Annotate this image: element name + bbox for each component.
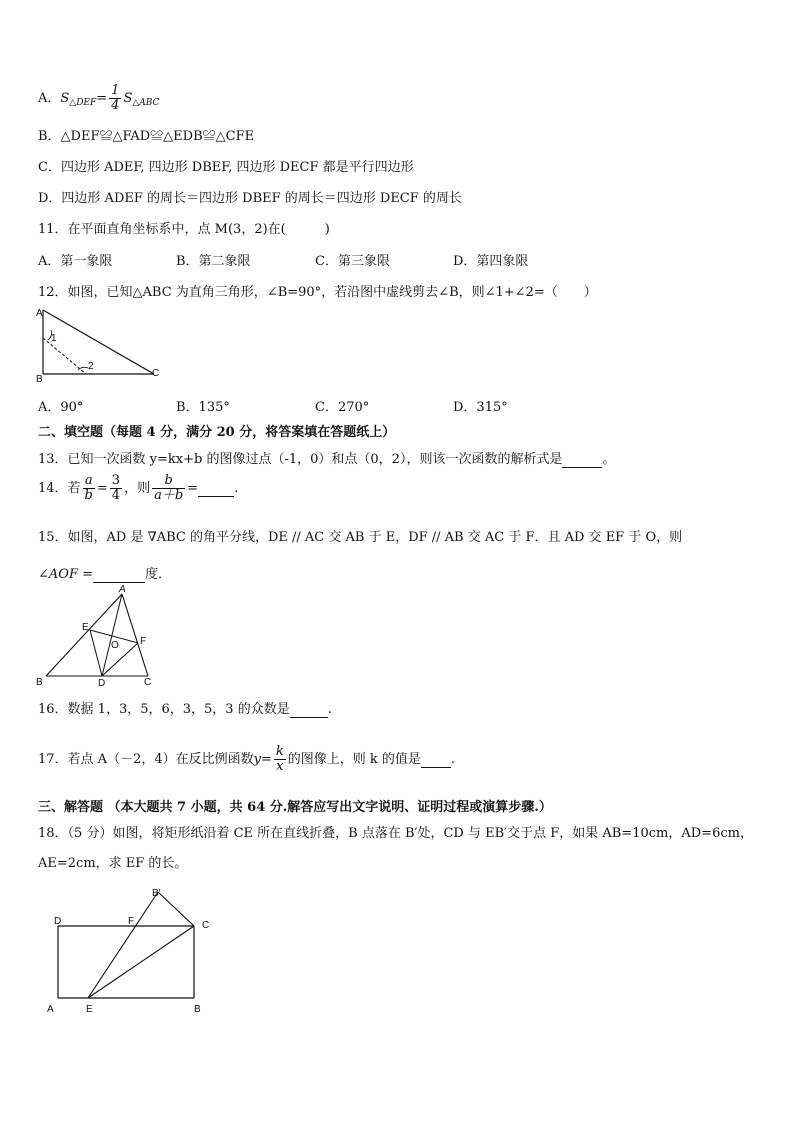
- equals-sign: =: [96, 481, 108, 496]
- q11-stem: 11．在平面直角坐标系中，点 M(3，2)在( ): [38, 222, 330, 237]
- denominator: x: [276, 759, 284, 774]
- q17-tail: .: [450, 752, 456, 767]
- equals-sign: =: [260, 752, 272, 767]
- fraction-one-quarter: [109, 84, 121, 113]
- q15-angle: ∠AOF =: [38, 567, 93, 582]
- vertex-label-d: D: [54, 916, 62, 927]
- q15-line2: [38, 563, 171, 583]
- denominator: a＋b: [154, 488, 184, 503]
- vertex-label-f: F: [128, 916, 135, 927]
- vertex-label-b: B: [194, 1004, 201, 1015]
- numerator: 1: [111, 83, 120, 98]
- q14-mid: ，则: [124, 481, 151, 496]
- q15-line1: 15．如图，AD 是 ∇ABC 的角平分线，DE // AC 交 AB 于 E，DF // AB 交 AC 于 F．且 AD 交 EF 于 O，则: [38, 530, 683, 545]
- vertex-label-e: E: [86, 1004, 93, 1015]
- answer-blank: [421, 752, 451, 768]
- q18-line1: 18．（5 分）如图，将矩形纸沿着 CE 所在直线折叠，B 点落在 B′处，CD 与 EB′交于点 F，如果 AB=10cm，AD=6cm，: [38, 826, 753, 841]
- q11-option-a: A．第一象限: [38, 254, 113, 269]
- q12-figure: [34, 306, 164, 386]
- fraction-b-over-a-plus-b: [152, 474, 185, 503]
- answer-blank: [93, 567, 145, 583]
- section2-heading: 二、填空题（每题 4 分，满分 20 分，将答案填在答题纸上）: [38, 425, 396, 440]
- q10-option-b: B．△DEF≌△FAD≌△EDB≌△CFE: [38, 129, 255, 144]
- answer-blank: [562, 452, 602, 468]
- numerator: 3: [111, 473, 121, 488]
- vertex-label-c: C: [152, 368, 160, 379]
- q17-post: 的图像上，则 k 的值是: [287, 752, 421, 767]
- option-label: A．: [38, 91, 61, 106]
- equals-sign: =: [187, 481, 199, 496]
- angle-label-2: 2: [88, 361, 94, 372]
- vertex-label-c: C: [202, 920, 210, 931]
- denominator: 4: [111, 98, 120, 113]
- q11-option-b: B．第二象限: [176, 254, 251, 269]
- q13-text: 13．已知一次函数 y=kx+b 的图像过点（-1，0）和点（0，2），则该一次函数的解析式是: [38, 452, 563, 467]
- q16-tail: .: [327, 702, 332, 717]
- q16-text: 16．数据 1，3，5，6，3，5，3 的众数是: [38, 702, 290, 717]
- vertex-label-e: E: [82, 622, 89, 633]
- q13-tail: 。: [602, 452, 616, 467]
- numerator: k: [275, 744, 284, 759]
- vertex-label-o: O: [111, 640, 119, 651]
- section3-heading: 三、解答题 （本大题共 7 小题，共 64 分.解答应写出文字说明、证明过程或演算步骤.）: [38, 800, 552, 815]
- q15-figure: [36, 586, 166, 690]
- vertex-label-b: B: [36, 677, 43, 688]
- q17-pre: 17．若点 A（－2，4）在反比例函数: [38, 752, 254, 767]
- answer-blank: [198, 481, 234, 497]
- q15-tail: 度．: [144, 567, 171, 582]
- q10-option-d: D．四边形 ADEF 的周长＝四边形 DBEF 的周长＝四边形 DECF 的周长: [38, 191, 462, 206]
- fraction-k-over-x: [274, 745, 286, 774]
- q18-figure: [46, 880, 216, 1020]
- vertex-label-b-prime: B′: [152, 888, 161, 899]
- q12-option-c: C．270°: [315, 400, 370, 415]
- q13: [38, 448, 615, 468]
- q14-tail: .: [234, 481, 239, 496]
- q11-option-d: D．第四象限: [453, 254, 529, 269]
- q10-option-c: C．四边形 ADEF, 四边形 DBEF, 四边形 DECF 都是平行四边形: [38, 160, 414, 175]
- denominator: b: [84, 488, 93, 503]
- q16: [38, 698, 332, 718]
- vertex-label-c: C: [144, 677, 152, 688]
- angle-label-1: 1: [51, 333, 57, 344]
- vertex-label-a: A: [119, 584, 126, 595]
- area-subscript: △ABC: [132, 98, 160, 108]
- q11-option-c: C．第三象限: [315, 254, 390, 269]
- area-symbol: S: [60, 91, 70, 106]
- q12-option-b: B．135°: [176, 400, 230, 415]
- q14: [38, 474, 238, 503]
- area-symbol: S: [123, 91, 133, 106]
- q12-option-a: A．90°: [38, 400, 84, 415]
- fraction-a-over-b: [83, 474, 95, 503]
- q14-pre: 14．若: [38, 481, 81, 496]
- answer-blank: [290, 702, 328, 718]
- vertex-label-f: F: [140, 636, 147, 647]
- variable-y: y: [253, 752, 261, 767]
- fraction-three-quarters: [110, 474, 122, 503]
- numerator: b: [152, 474, 185, 489]
- q12-option-d: D．315°: [453, 400, 508, 415]
- area-subscript: △DEF: [69, 98, 97, 108]
- denominator: 4: [111, 488, 121, 503]
- numerator: a: [83, 474, 95, 489]
- q12-stem: 12．如图，已知△ABC 为直角三角形，∠B=90°，若沿图中虚线剪去∠B，则∠1+∠2=（ ）: [38, 285, 597, 300]
- q18-line2: AE=2cm，求 EF 的长。: [38, 856, 188, 871]
- q17: [38, 745, 455, 774]
- vertex-label-a: A: [36, 308, 43, 319]
- vertex-label-b: B: [36, 374, 43, 385]
- equals-sign: =: [96, 91, 108, 106]
- vertex-label-d: D: [98, 678, 106, 689]
- q10-option-a: [38, 84, 159, 113]
- vertex-label-a: A: [47, 1004, 54, 1015]
